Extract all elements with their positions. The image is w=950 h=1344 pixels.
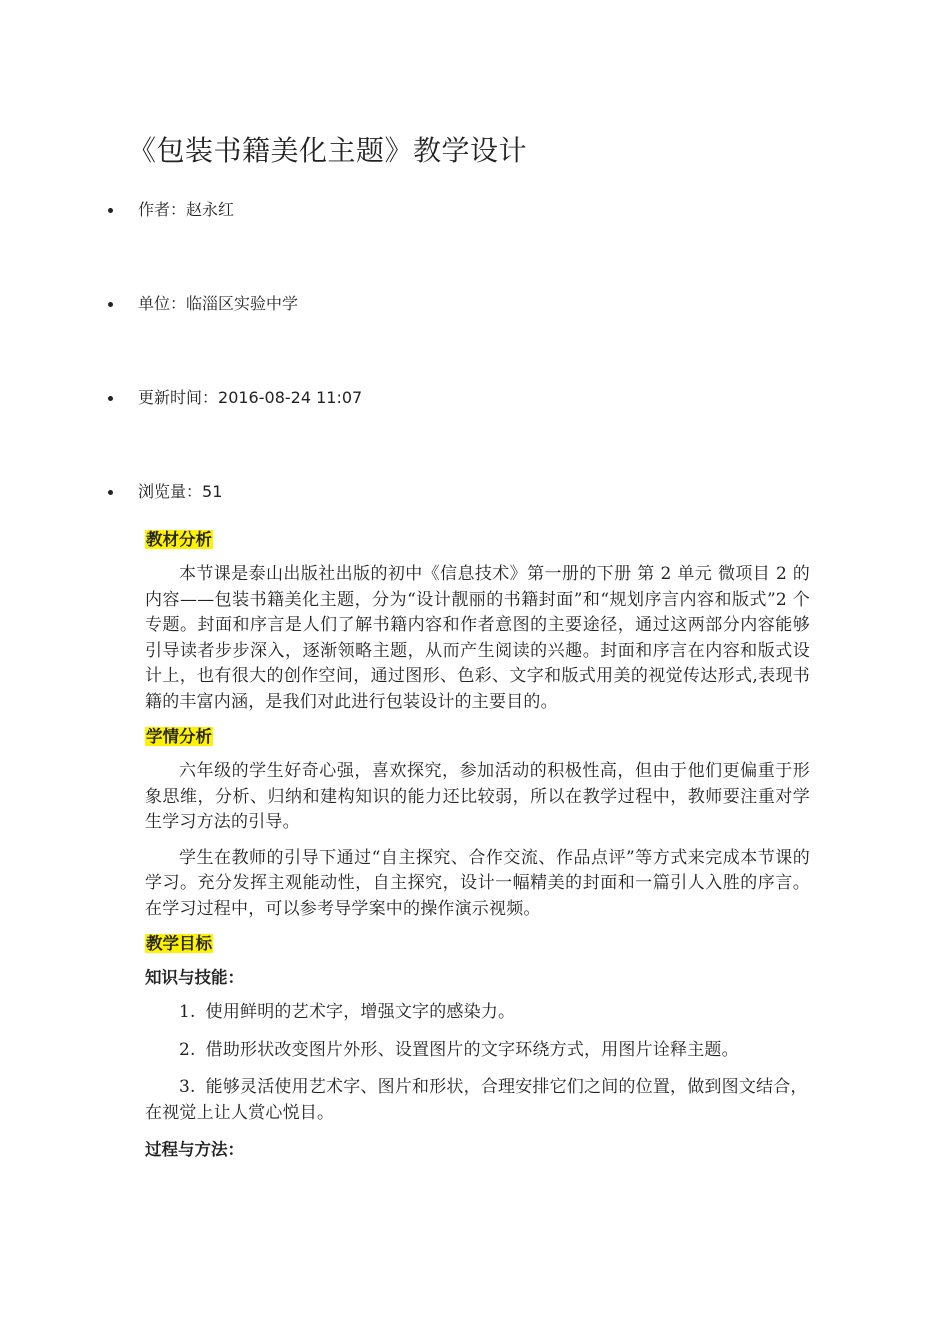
meta-author-text: 作者：赵永红 <box>138 200 235 219</box>
bullet-icon <box>108 490 113 495</box>
analysis-paragraph: 本节课是泰山出版社出版的初中《信息技术》第一册的下册 第 2 单元 微项目 2 的内容——包装书籍美化主题，分为“设计靓丽的书籍封面”和“规划序言内容和版式”2 个专题。封面和序言是人们了解书籍内容和作者意图的主要途径，通过这两部分内容能够引导读者步步深入，逐渐领略主题，从而产生阅读的兴趣。封面和序言在内容和版式设计上，也有很大的创作空间，通过图形、色彩、文字和版式用美的视觉传达形式,表现书籍的丰富内涵，是我们对此进行包装设计的主要目的。 <box>145 564 810 712</box>
bullet-icon <box>108 396 113 401</box>
section-heading-goals: 教学目标 <box>146 934 212 953</box>
list-item: 3. 能够灵活使用艺术字、图片和形状，合理安排它们之间的位置，做到图文结合，在视觉上让人赏心悦目。 <box>145 1077 808 1123</box>
list-item: 1. 使用鲜明的艺术字，增强文字的感染力。 <box>179 1002 516 1022</box>
page-title: 《包装书籍美化主题》教学设计 <box>128 134 528 167</box>
list-item: 2. 借助形状改变图片外形、设置图片的文字环绕方式，用图片诠释主题。 <box>179 1039 739 1060</box>
section-heading-students: 学情分析 <box>146 727 212 746</box>
students-paragraph-2: 学生在教师的引导下通过“自主探究、合作交流、作品点评”等方式来完成本节课的学习。充分发挥主观能动性，自主探究，设计一幅精美的封面和一篇引人入胜的序言。在学习过程中，可以参考导学案中的操作演示视频。 <box>145 847 810 919</box>
bullet-icon <box>108 302 113 307</box>
meta-unit-text: 单位：临淄区实验中学 <box>138 294 299 313</box>
students-paragraph-1: 六年级的学生好奇心强，喜欢探究，参加活动的积极性高，但由于他们更偏重于形象思维，分析、归纳和建构知识的能力还比较弱，所以在教学过程中，教师要注重对学生学习方法的引导。 <box>145 761 810 832</box>
section-heading-analysis: 教材分析 <box>146 530 212 549</box>
article-body <box>145 528 810 1172</box>
meta-updated-text: 更新时间：2016-08-24 11:07 <box>138 388 363 407</box>
process-subheading: 过程与方法： <box>145 1140 244 1159</box>
knowledge-subheading: 知识与技能： <box>145 968 244 987</box>
bullet-icon <box>108 208 113 213</box>
meta-views-text: 浏览量：51 <box>138 482 223 501</box>
